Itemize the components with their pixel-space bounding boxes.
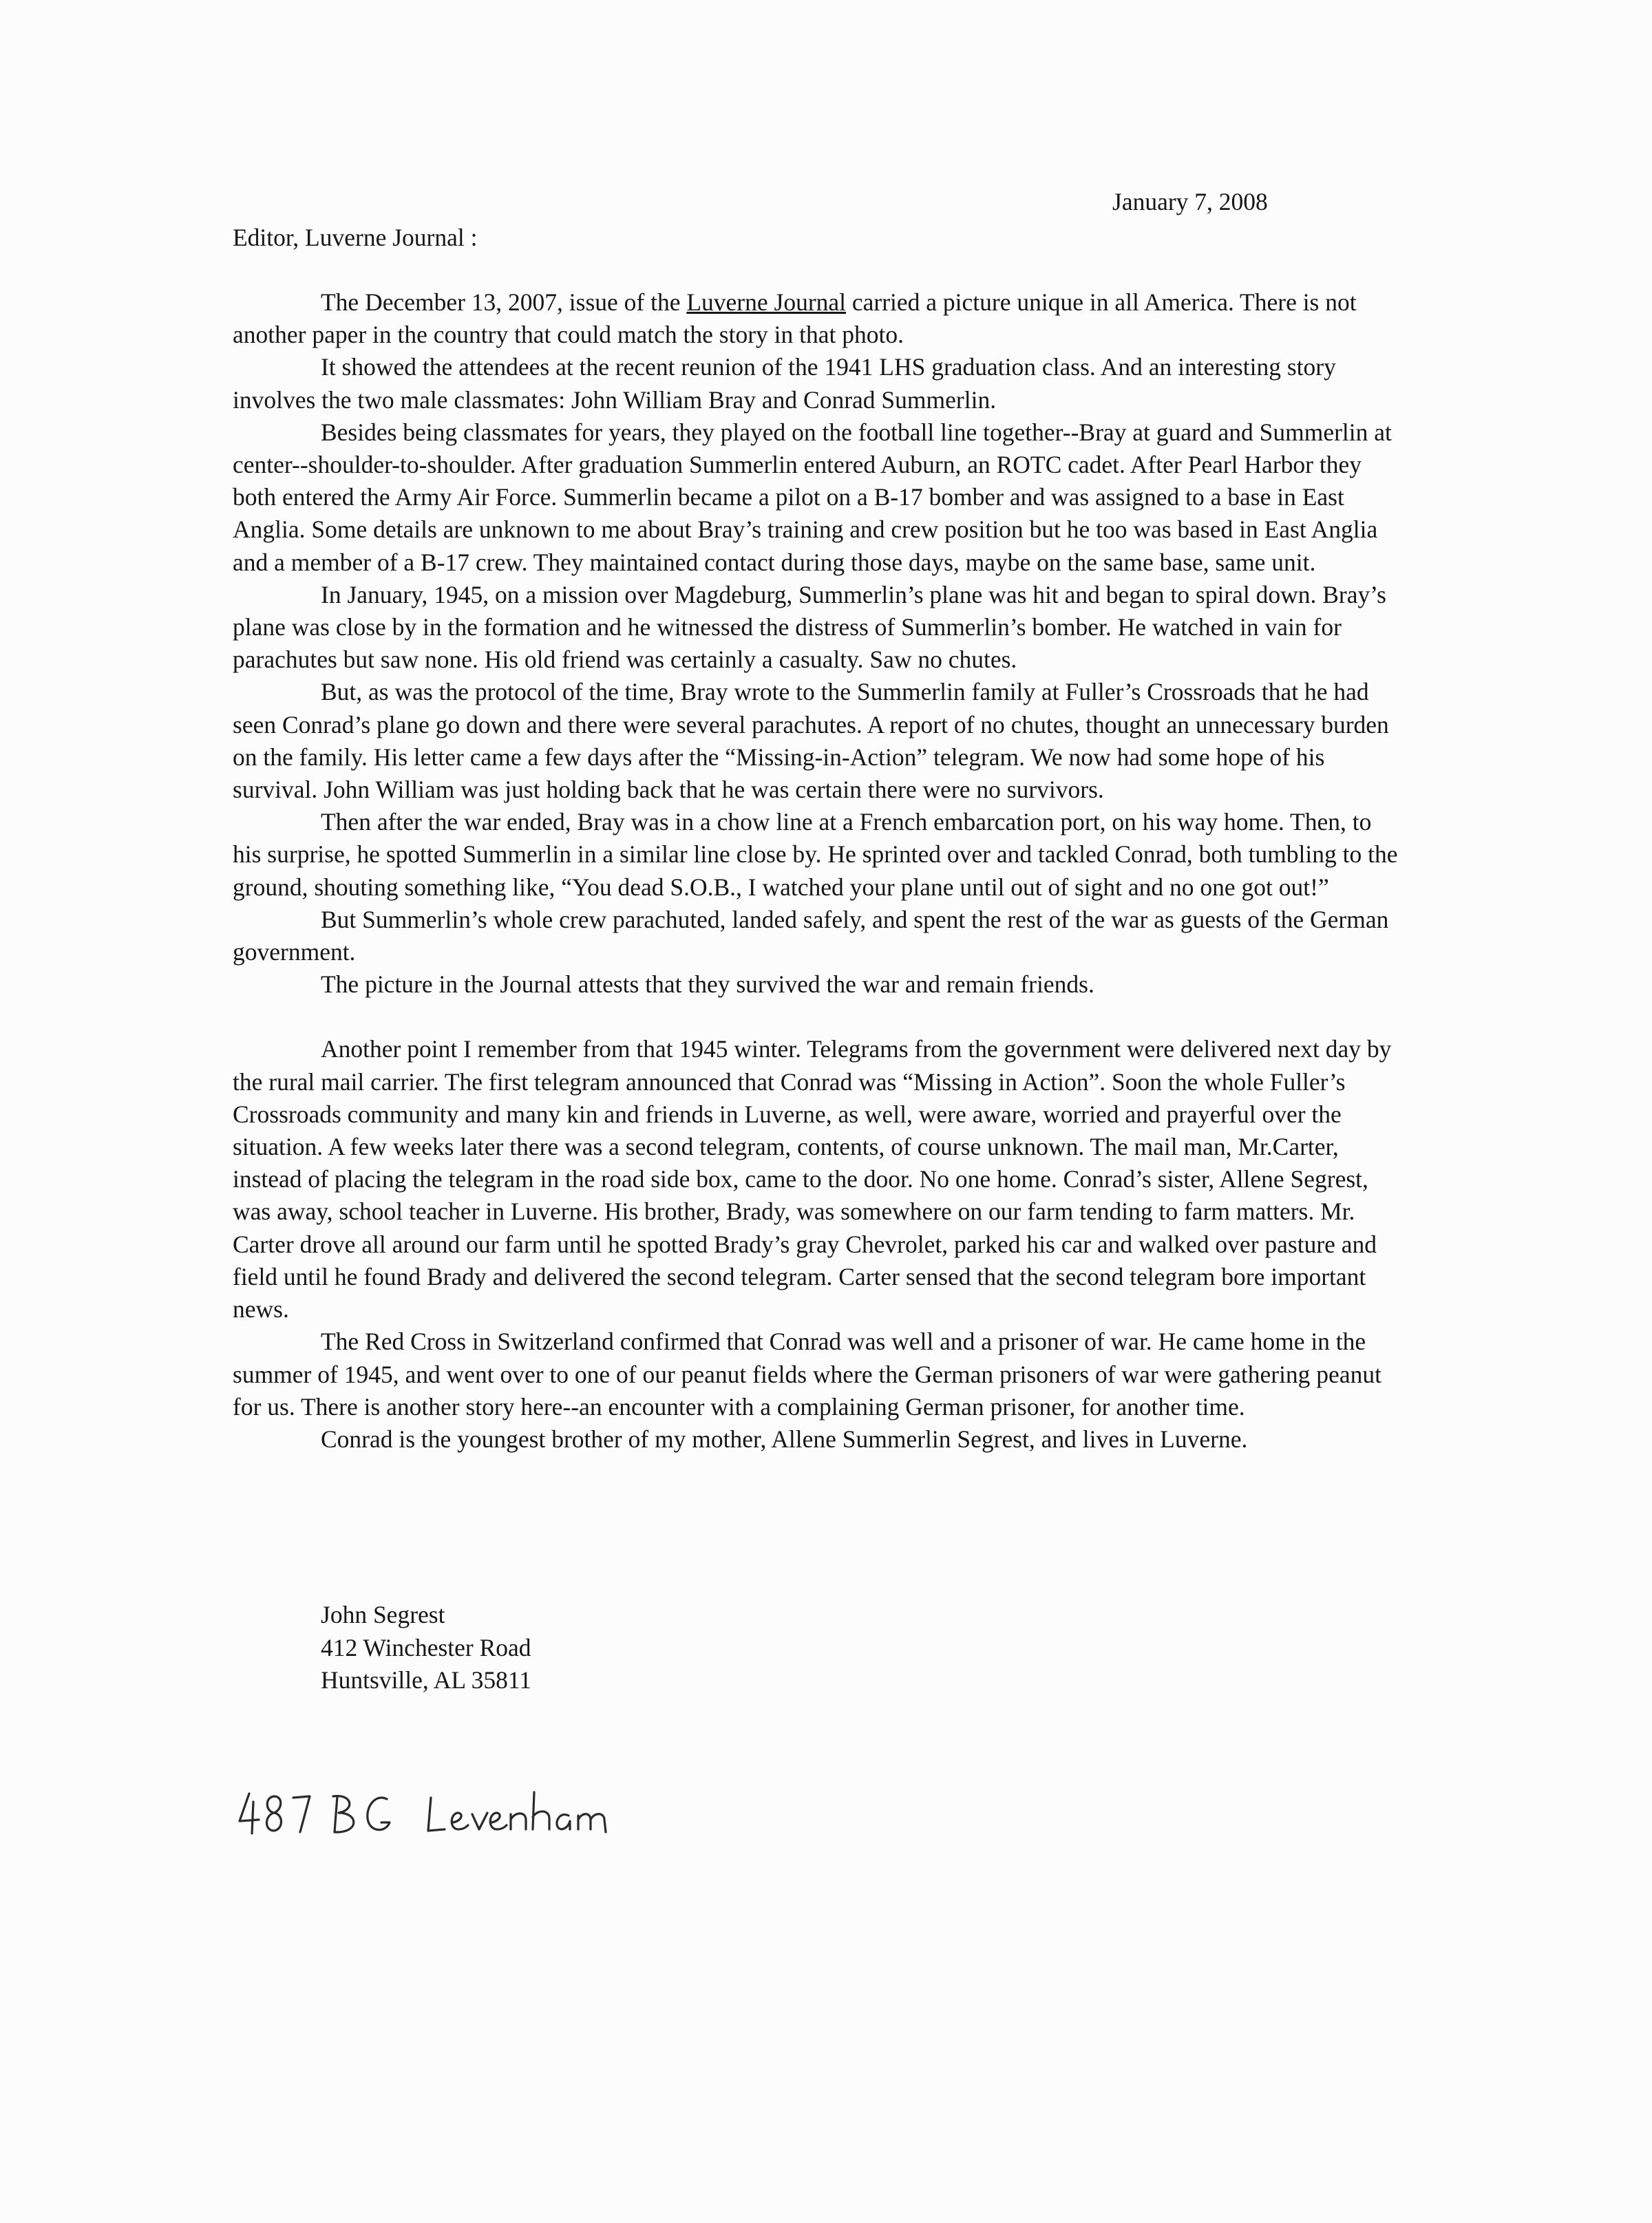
publication-title: Luverne Journal	[686, 288, 847, 316]
paragraph-11: Conrad is the youngest brother of my mother, Allene Summerlin Segrest, and lives in Luverne.	[321, 1425, 1248, 1453]
paragraph-1-rest: carried a picture unique in all America. There is not another paper in the country that could match the story in that photo.	[233, 288, 1357, 349]
paragraph-3: Besides being classmates for years, they played on the football line together--Bray at guard and Summerlin at center--shoulder-to-shoulder. After graduation Summerlin entered Auburn, an ROTC cadet. After Pearl Harbor they both entered the Army Air Force. Summerlin became a pilot on a B-17 bomber and was assigned to a base in East Anglia. Some details are unknown to me about Bray’s training and crew position but he too was based in East Anglia and a member of a B-17 crew. They maintained contact during those days, maybe on the same base, same unit.	[233, 418, 1392, 576]
salutation: Editor, Luverne Journal :	[233, 224, 478, 251]
paragraph-8: The picture in the Journal attests that they survived the war and remain friends.	[321, 970, 1094, 999]
paragraph-7: But Summerlin’s whole crew parachuted, landed safely, and spent the rest of the war as guests of the German government.	[233, 905, 1389, 966]
paragraph-4: In January, 1945, on a mission over Magdeburg, Summerlin’s plane was hit and began to spiral down. Bray’s plane was close by in the formation and he witnessed the distress of Summerlin’s bomber. He watched in vain for parachutes but saw none. His old friend was certainly a casualty. Saw no chutes.	[233, 580, 1386, 674]
paragraph-1	[233, 286, 1403, 351]
signer-name: John Segrest	[321, 1601, 445, 1628]
paragraph-9: Another point I remember from that 1945 winter. Telegrams from the government were delivered next day by the rural mail carrier. The first telegram announced that Conrad was “Missing in Action”. Soon the whole Fuller’s Crossroads community and many kin and friends in Luverne, as well, were aware, worried and prayerful over the situation. A few weeks later there was a second telegram, contents, of course unknown. The mail man, Mr.Carter, instead of placing the telegram in the road side box, came to the door. No one home. Conrad’s sister, Allene Segrest, was away, school teacher in Luverne. His brother, Brady, was somewhere on our farm tending to farm matters. Mr. Carter drove all around our farm until he spotted Brady’s gray Chevrolet, parked his car and walked over pasture and field until he found Brady and delivered the second telegram. Carter sensed that the second telegram bore important news.	[233, 1035, 1392, 1323]
letter-date: January 7, 2008	[1112, 188, 1268, 215]
paragraph-5: But, as was the protocol of the time, Bray wrote to the Summerlin family at Fuller’s Crossroads that he had seen Conrad’s plane go down and there were several parachutes. A report of no chutes, thought an unnecessary burden on the family. His letter came a few days after the “Missing-in-Action” telegram. We now had some hope of his survival. John William was just holding back that he was certain there were no survivors.	[233, 678, 1389, 804]
paragraph-1-intro: The December 13, 2007, issue of the	[321, 288, 687, 316]
paragraph-10: The Red Cross in Switzerland confirmed that Conrad was well and a prisoner of war. He came home in the summer of 1945, and went over to one of our peanut fields where the German prisoners of war were gathering peanut for us. There is another story here--an encounter with a complaining German prisoner, for another time.	[233, 1328, 1381, 1421]
paragraph-2: It showed the attendees at the recent reunion of the 1941 LHS graduation class. And an interesting story involves the two male classmates: John William Bray and Conrad Summerlin.	[233, 353, 1336, 414]
signature-block	[321, 1599, 531, 1697]
signer-city: Huntsville, AL 35811	[321, 1666, 532, 1694]
paragraph-6: Then after the war ended, Bray was in a chow line at a French embarcation port, on his way home. Then, to his surprise, he spotted Summerlin in a similar line close by. He sprinted over and tackled Conrad, both tumbling to the ground, shouting something like, “You dead S.O.B., I watched your plane until out of sight and no one got out!”	[233, 808, 1398, 901]
handwritten-note	[234, 1781, 661, 1843]
signer-street: 412 Winchester Road	[321, 1633, 531, 1661]
letter-body	[233, 286, 1403, 1456]
